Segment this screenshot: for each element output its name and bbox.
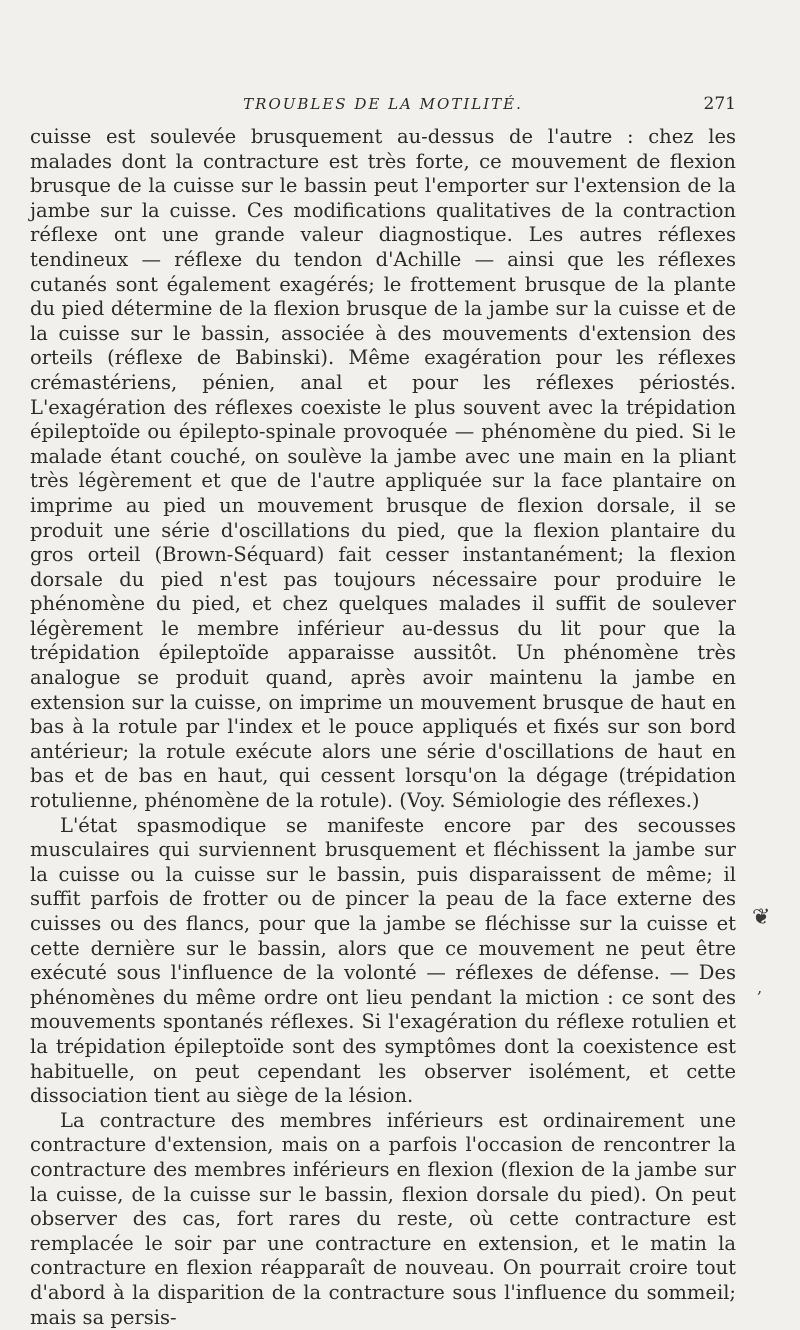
body-text	[30, 125, 736, 1330]
running-title: TROUBLES DE LA MOTILITÉ.	[243, 95, 523, 113]
paragraph-2: L'état spasmodique se manifeste encore par des secousses musculaires qui surviennent brusquement et fléchissent la jambe sur la cuisse ou la cuisse sur le bassin, puis disparaissent de même; il suffit parfois de frotter ou de pincer la peau de la face externe des cuisses ou des flancs, pour que la jambe se fléchisse sur la cuisse et cette dernière sur le bassin, alors que ce mouvement ne peut être exécuté sous l'influence de la volonté — réflexes de défense. — Des phénomènes du même ordre ont lieu pendant la miction : ce sont des mouvements spontanés réflexes. Si l'exagération du réflexe rotulien et la trépidation épileptoïde sont des symptômes dont la coexistence est habituelle, on peut cependant les observer isolément, et cette dissociation tient au siège de la lésion.	[30, 813, 736, 1108]
paragraph-3: La contracture des membres inférieurs est ordinairement une contracture d'extension, mais on a parfois l'occasion de rencontrer la contracture des membres inférieurs en flexion (flexion de la jambe sur la cuisse, de la cuisse sur le bassin, flexion dorsale du pied). On peut observer des cas, fort rares du reste, où cette contracture est remplacée le soir par une contracture en extension, et le matin la contracture en flexion réapparaît de nouveau. On pourrait croire tout d'abord à la disparition de la contracture sous l'influence du sommeil; mais sa persis-	[30, 1108, 736, 1329]
ink-blot-mark: ❦	[752, 905, 771, 930]
page-number: 271	[703, 94, 736, 114]
page-header	[30, 92, 736, 118]
paragraph-1: cuisse est soulevée brusquement au-dessus de l'autre : chez les malades dont la contracture est très forte, ce mouvement de flexion brusque de la cuisse sur le bassin peut l'emporter sur l'extension de la jambe sur la cuisse. Ces modifications qualitatives de la contraction réflexe ont une grande valeur diagnostique. Les autres réflexes tendineux — réflexe du tendon d'Achille — ainsi que les réflexes cutanés sont également exagérés; le frottement brusque de la plante du pied détermine de la flexion brusque de la jambe sur la cuisse et de la cuisse sur le bassin, associée à des mouvements d'extension des orteils (réflexe de Babinski). Même exagération pour les réflexes crémastériens, pénien, anal et pour les réflexes périostés. L'exagération des réflexes coexiste le plus souvent avec la trépidation épileptoïde ou épilepto-spinale provoquée — phénomène du pied. Si le malade étant couché, on soulève la jambe avec une main en la pliant très légèrement et que de l'autre appliquée sur la face plantaire on imprime au pied un mouvement brusque de flexion dorsale, il se produit une série d'oscillations du pied, que la flexion plantaire du gros orteil (Brown-Séquard) fait cesser instantanément; la flexion dorsale du pied n'est pas toujours nécessaire pour produire le phénomène du pied, et chez quelques malades il suffit de soulever légèrement le membre inférieur au-dessus du lit pour que la trépidation épileptoïde apparaisse aussitôt. Un phénomène très analogue se produit quand, après avoir maintenu la jambe en extension sur la cuisse, on imprime un mouvement brusque de haut en bas à la rotule par l'index et le pouce appliqués et fixés sur son bord antérieur; la rotule exécute alors une série d'oscillations de haut en bas et de bas en haut, qui cessent lorsqu'on la dégage (trépidation rotulienne, phénomène de la rotule). (Voy. Sémiologie des réflexes.)	[30, 125, 736, 813]
ink-speck-mark: ‚	[757, 978, 763, 997]
